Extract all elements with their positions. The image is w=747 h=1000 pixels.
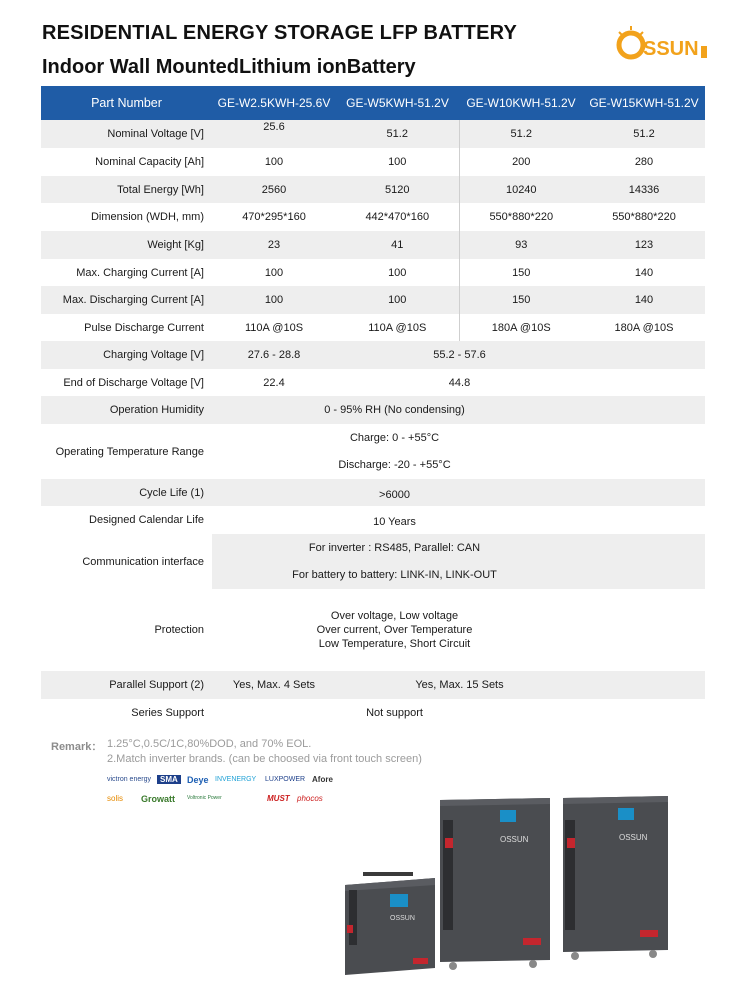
row-label: Protection	[41, 589, 212, 671]
table-row	[41, 534, 705, 561]
row-label: Parallel Support (2)	[41, 671, 212, 699]
svg-text:OSSUN: OSSUN	[619, 833, 648, 842]
table-cell: Charge: 0 - +55°C	[212, 424, 705, 451]
table-row	[41, 203, 705, 231]
table-cell: 100	[336, 286, 459, 314]
table-cell: 100	[212, 259, 336, 286]
table-cell: 110A @10S	[336, 314, 459, 341]
table-cell: 180A @10S	[583, 314, 705, 341]
remark-line-1: 1.25°C,0.5C/1C,80%DOD, and 70% EOL.	[107, 738, 312, 750]
row-label: Total Energy [Wh]	[41, 176, 212, 203]
table-cell: 280	[583, 148, 705, 176]
table-cell: 110A @10S	[212, 314, 336, 341]
column-header: GE-W10KWH-51.2V	[459, 86, 583, 120]
table-cell: Yes, Max. 15 Sets	[336, 671, 705, 699]
table-cell: 123	[583, 231, 705, 259]
battery-unit-large	[563, 796, 668, 960]
brand-logo: solis	[107, 794, 124, 803]
table-cell: 22.4	[212, 369, 336, 396]
table-row	[41, 589, 705, 671]
table-cell: 55.2 - 57.6	[336, 341, 705, 369]
table-cell: 470*295*160	[212, 203, 336, 231]
remark-line-2: 2.Match inverter brands. (can be choosed via front touch screen)	[107, 753, 422, 765]
table-cell: 140	[583, 286, 705, 314]
table-row	[41, 699, 705, 726]
table-cell: 100	[336, 259, 459, 286]
svg-text:OSSUN: OSSUN	[500, 835, 529, 844]
row-label: Cycle Life (1)	[41, 479, 212, 506]
table-row	[41, 286, 705, 314]
table-row	[41, 120, 705, 148]
table-cell: 51.2	[336, 120, 459, 148]
table-cell: For battery to battery: LINK-IN, LINK-OUT	[212, 561, 705, 589]
ossun-logo	[615, 24, 710, 66]
table-cell: 5120	[336, 176, 459, 203]
table-cell: >6000	[212, 479, 705, 506]
table-row	[41, 369, 705, 396]
spec-table	[41, 86, 705, 726]
row-label: Max. Charging Current [A]	[41, 259, 212, 286]
table-cell: 14336	[583, 176, 705, 203]
column-header: GE-W2.5KWH-25.6V	[212, 86, 336, 120]
brand-logo: Voltronic Power	[187, 795, 222, 801]
protection-line: Low Temperature, Short Circuit	[318, 638, 471, 650]
table-cell: 200	[459, 148, 583, 176]
table-cell: 100	[336, 148, 459, 176]
table-row	[41, 396, 705, 424]
table-cell: 51.2	[459, 120, 583, 148]
table-cell: 44.8	[336, 369, 705, 396]
table-cell: 550*880*220	[583, 203, 705, 231]
row-label: Weight [Kg]	[41, 231, 212, 259]
table-row	[41, 671, 705, 699]
row-label: Max. Discharging Current [A]	[41, 286, 212, 314]
table-cell: 442*470*160	[336, 203, 459, 231]
column-header: GE-W15KWH-51.2V	[583, 86, 705, 120]
brand-logo: phocos	[297, 794, 323, 803]
table-row	[41, 479, 705, 506]
table-header-row	[41, 86, 705, 120]
table-cell: 180A @10S	[459, 314, 583, 341]
protection-line: Over voltage, Low voltage	[330, 610, 459, 622]
battery-unit-small	[345, 872, 435, 975]
table-cell: 100	[212, 286, 336, 314]
table-cell: 25.6	[212, 120, 336, 148]
table-cell: Yes, Max. 4 Sets	[212, 671, 336, 699]
remark-label: Remark：	[51, 741, 103, 753]
table-cell: 10 Years	[212, 506, 705, 534]
brand-logo: SMA	[157, 775, 181, 784]
table-row	[41, 231, 705, 259]
table-cell: 550*880*220	[459, 203, 583, 231]
table-row	[41, 424, 705, 451]
brand-logo: Afore	[312, 775, 333, 784]
page-title-line-1: RESIDENTIAL ENERGY STORAGE LFP BATTERY	[42, 22, 518, 44]
table-cell: Discharge: -20 - +55°C	[212, 451, 705, 479]
row-label: Dimension (WDH, mm)	[41, 203, 212, 231]
table-cell: For inverter : RS485, Parallel: CAN	[212, 534, 705, 561]
row-label: Pulse Discharge Current	[41, 314, 212, 341]
table-row	[41, 506, 705, 534]
table-row	[41, 259, 705, 286]
inverter-brand-logos	[107, 773, 347, 811]
table-cell: 27.6 - 28.8	[212, 341, 336, 369]
row-label: End of Discharge Voltage [V]	[41, 369, 212, 396]
battery-unit-medium	[440, 798, 550, 970]
row-label: Designed Calendar Life	[41, 506, 212, 534]
table-cell: 150	[459, 259, 583, 286]
brand-logo: INVENERGY	[215, 776, 257, 783]
row-label: Nominal Capacity [Ah]	[41, 148, 212, 176]
table-cell: 41	[336, 231, 459, 259]
svg-text:SSUN: SSUN	[643, 38, 699, 60]
table-row	[41, 176, 705, 203]
column-header: Part Number	[41, 86, 212, 120]
column-header: GE-W5KWH-51.2V	[336, 86, 459, 120]
table-cell: 23	[212, 231, 336, 259]
row-label: Nominal Voltage [V]	[41, 120, 212, 148]
table-cell: 51.2	[583, 120, 705, 148]
row-label: Series Support	[41, 699, 212, 726]
protection-line: Over current, Over Temperature	[316, 624, 473, 636]
brand-logo: Deye	[187, 775, 209, 785]
row-label: Charging Voltage [V]	[41, 341, 212, 369]
brand-logo: Growatt	[141, 794, 176, 804]
svg-text:OSSUN: OSSUN	[390, 915, 415, 922]
table-cell	[212, 589, 705, 671]
table-row	[41, 341, 705, 369]
page-title-line-2: Indoor Wall MountedLithium ionBattery	[42, 56, 416, 78]
table-cell: 93	[459, 231, 583, 259]
table-row	[41, 148, 705, 176]
brand-logo: MUST	[267, 794, 290, 803]
table-cell: 140	[583, 259, 705, 286]
row-label: Operation Humidity	[41, 396, 212, 424]
brand-logo: victron energy	[107, 776, 151, 783]
row-label: Communication interface	[41, 534, 212, 589]
table-cell: 10240	[459, 176, 583, 203]
row-label: Operating Temperature Range	[41, 424, 212, 479]
table-cell: 2560	[212, 176, 336, 203]
table-cell: Not support	[212, 699, 705, 726]
remark-block	[51, 738, 422, 765]
table-cell: 0 - 95% RH (No condensing)	[212, 396, 705, 424]
battery-product-image	[335, 790, 675, 975]
table-cell: 150	[459, 286, 583, 314]
table-cell: 100	[212, 148, 336, 176]
brand-logo: LUXPOWER	[265, 776, 306, 783]
table-row	[41, 314, 705, 341]
